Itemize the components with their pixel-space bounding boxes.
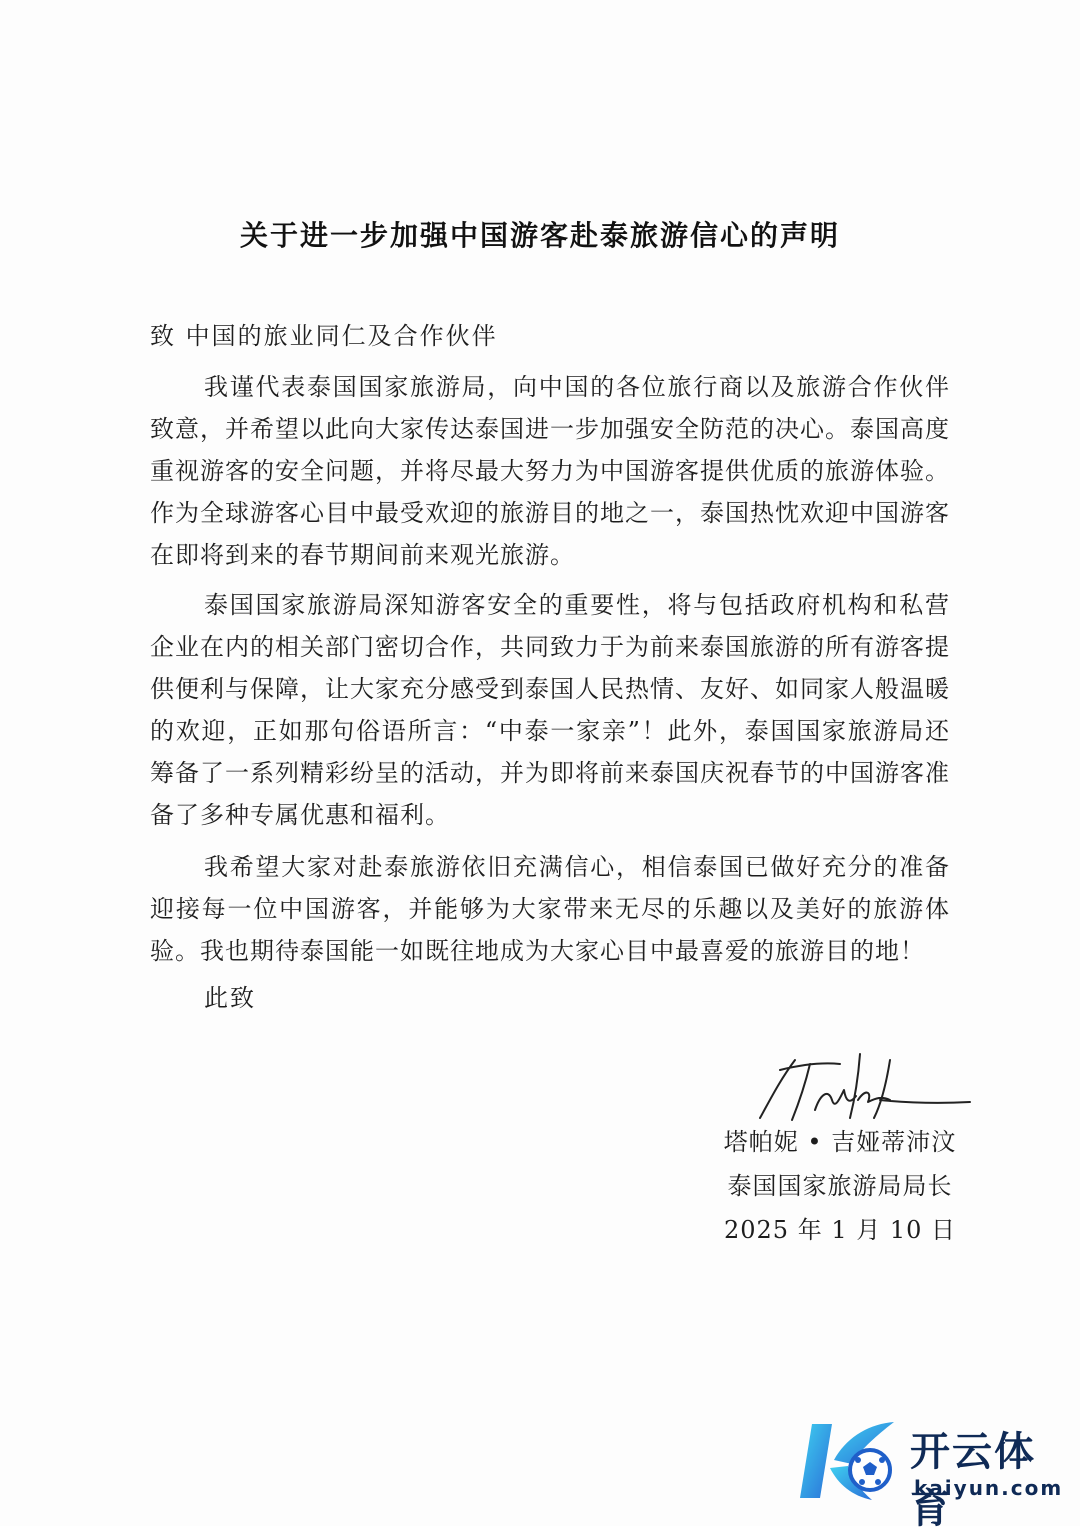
letter-date: 2025 年 1 月 10 日 <box>723 1216 957 1244</box>
handwritten-signature <box>740 1040 980 1130</box>
paragraph-2: 泰国国家旅游局深知游客安全的重要性，将与包括政府机构和私营企业在内的相关部门密切合作，共同致力于为前来泰国旅游的所有游客提供便利与保障，让大家充分感受到泰国人民热情、友好、如同家人般温暖的欢迎，正如那句俗语所言：“中泰一家亲”！此外，泰国国家旅游局还筹备了一系列精彩纷呈的活动，并为即将前来泰国庆祝春节的中国游客准备了多种专属优惠和福利。 <box>150 591 950 829</box>
salutation: 致 中国的旅业同仁及合作伙伴 <box>150 322 498 350</box>
signature-block <box>700 1120 980 1252</box>
soccer-ball-icon <box>850 1450 890 1490</box>
closing: 此致 <box>204 984 256 1012</box>
signer-title: 泰国国家旅游局局长 <box>727 1172 953 1200</box>
signer-name: 塔帕妮 • 吉娅蒂沛汶 <box>723 1128 957 1156</box>
kaiyun-watermark <box>790 1410 1070 1532</box>
k-logo-icon <box>790 1410 910 1510</box>
watermark-brand-cn: 开云体育 <box>910 1429 1036 1532</box>
paragraph-1: 我谨代表泰国国家旅游局，向中国的各位旅行商以及旅游合作伙伴致意，并希望以此向大家传达泰国进一步加强安全防范的决心。泰国高度重视游客的安全问题，并将尽最大努力为中国游客提供优质的旅游体验。作为全球游客心目中最受欢迎的旅游目的地之一，泰国热忱欢迎中国游客在即将到来的春节期间前来观光旅游。 <box>150 373 950 569</box>
paragraph-3: 我希望大家对赴泰旅游依旧充满信心，相信泰国已做好充分的准备迎接每一位中国游客，并能够为大家带来无尽的乐趣以及美好的旅游体验。我也期待泰国能一如既往地成为大家心目中最喜爱的旅游目的地！ <box>150 853 950 965</box>
watermark-brand-en: kaiyun.com <box>914 1476 1064 1500</box>
document-title: 关于进一步加强中国游客赴泰旅游信心的声明 <box>239 219 840 252</box>
